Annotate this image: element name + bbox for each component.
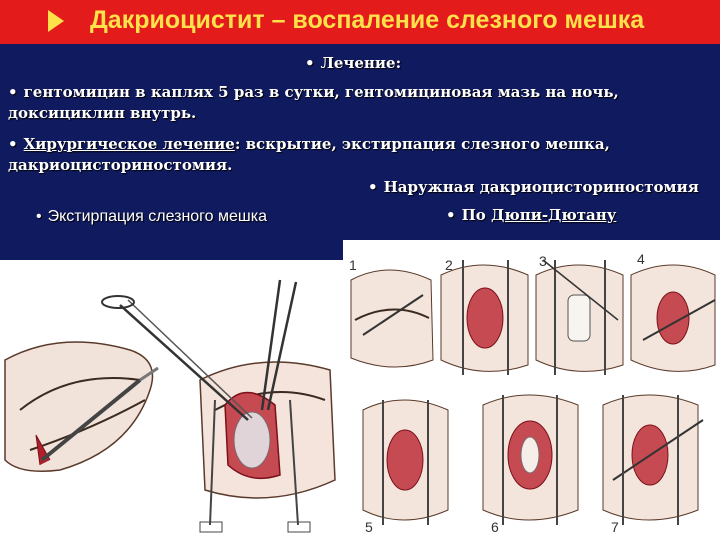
extirpation-illustration (0, 260, 343, 540)
bullet-icon: • (305, 54, 315, 72)
surgical-treatment-link[interactable]: Хирургическое лечение (23, 135, 235, 153)
conservative-treatment-text: • гентомицин в каплях 5 раз в сутки, гентомициновая мазь на ночь, доксициклин внутрь. (8, 83, 619, 122)
caption-sac-extirpation: • Экстирпация слезного мешка (36, 208, 267, 225)
caption-dupuy-dutemps: • По Дюпи-Дютану (446, 206, 617, 224)
extirpation-drawing (0, 260, 343, 540)
surgical-treatment-text: • Хирургическое лечение: вскрытие, экстирпация слезного мешка, дакриоцисториностомия. (8, 135, 610, 174)
figure-number-4: 4 (637, 251, 645, 267)
dacryocystorhinostomy-illustration (343, 240, 720, 540)
dcr-step-1 (349, 257, 433, 367)
dcr-steps-drawing (343, 240, 720, 540)
figure-number-6: 6 (491, 519, 499, 535)
bullet-icon: • (8, 83, 18, 101)
dcr-step-6 (483, 395, 578, 535)
dcr-step-3 (536, 253, 623, 375)
slide-title: Дакриоцистит – воспаление слезного мешка (90, 6, 645, 34)
figure-number-2: 2 (445, 257, 453, 273)
bullet-icon: • (8, 135, 18, 153)
title-bar (0, 0, 720, 44)
dcr-step-7 (603, 395, 703, 535)
dcr-step-2 (441, 257, 528, 375)
dcr-step-5 (363, 400, 448, 535)
treatment-heading: • Лечение: (305, 54, 402, 72)
caption-external-dcr: • Наружная дакриоцисториностомия (368, 178, 699, 196)
dupuy-dutemps-link[interactable]: Дюпи-Дютану (491, 206, 617, 224)
arrow-bullet-icon (48, 10, 64, 32)
bullet-icon: • (446, 206, 456, 224)
figure-number-3: 3 (539, 253, 547, 269)
bullet-icon: • (368, 178, 378, 196)
figure-number-5: 5 (365, 519, 373, 535)
figure-number-7: 7 (611, 519, 619, 535)
figure-number-1: 1 (349, 257, 357, 273)
dcr-step-4 (631, 251, 715, 371)
bullet-icon: • (36, 208, 42, 225)
